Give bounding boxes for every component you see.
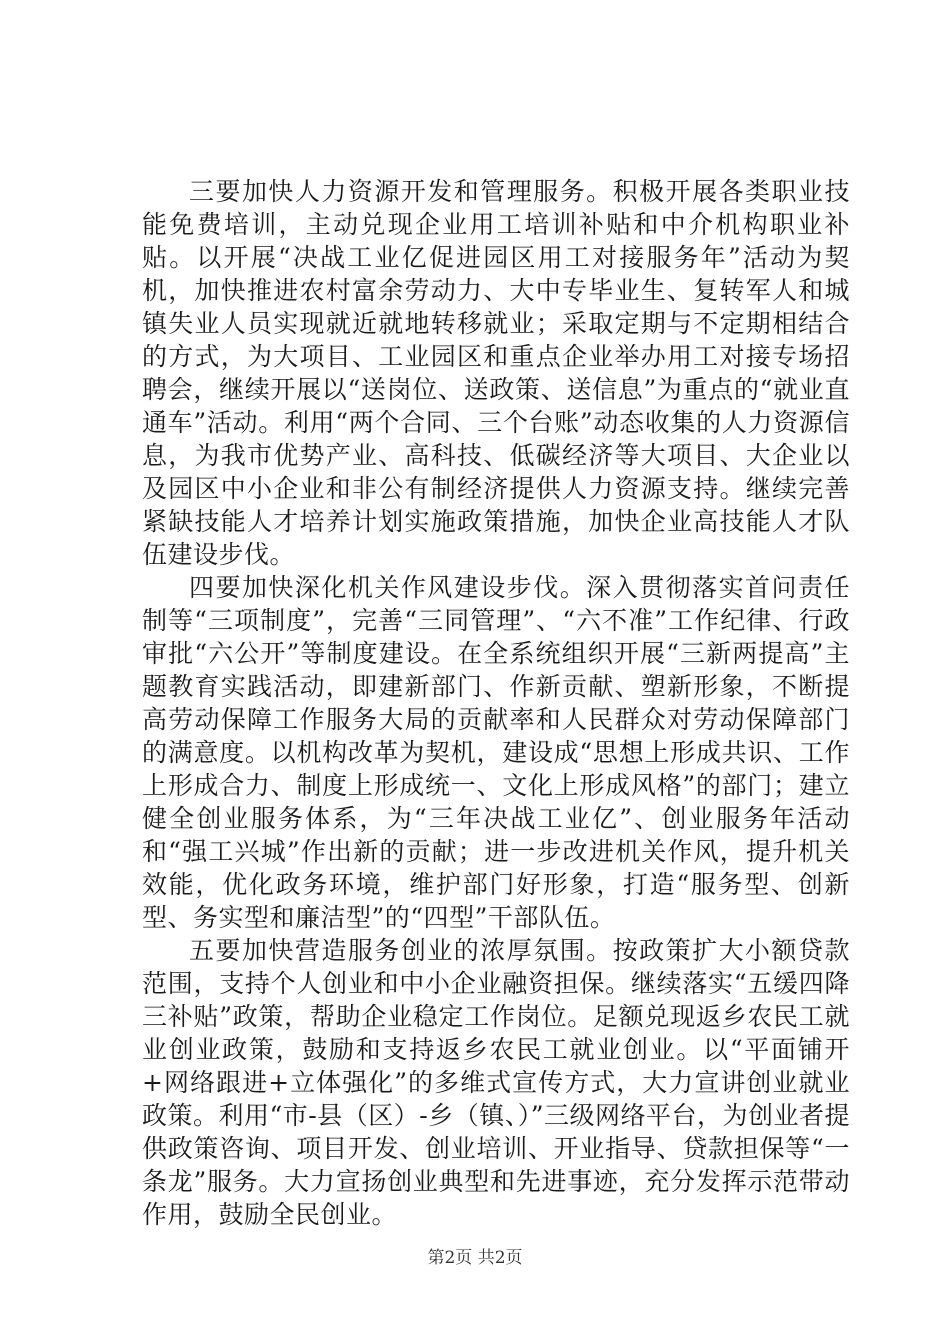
page-number-footer: 第2页 共2页 — [427, 1248, 523, 1268]
paragraph-4: 四要加快深化机关作风建设步伐。深入贯彻落实首问责任制等“三项制度”，完善“三同管理”、“六不准”工作纪律、行政审批“六公开”等制度建设。在全系统组织开展“三新两提高”主题教育实践活动，即建新部门、作新贡献、塑新形象，不断提高劳动保障工作服务大局的贡献率和人民群众对劳动保障部门的满意度。以机构改革为契机，建设成“思想上形成共识、工作上形成合力、制度上形成统一、文化上形成风格”的部门；建立健全创业服务体系，为“三年决战工业亿”、创业服务年活动和“强工兴城”作出新的贡献；进一步改进机关作风，提升机关效能，优化政务环境，维护部门好形象，打造“服务型、创新型、务实型和廉洁型”的“四型”干部队伍。 — [142, 573, 850, 932]
paragraph-3: 三要加快人力资源开发和管理服务。积极开展各类职业技能免费培训，主动兑现企业用工培训补贴和中介机构职业补贴。以开展“决战工业亿促进园区用工对接服务年”活动为契机，加快推进农村富余劳动力、大中专毕业生、复转军人和城镇失业人员实现就近就地转移就业；采取定期与不定期相结合的方式，为大项目、工业园区和重点企业举办用工对接专场招聘会，继续开展以“送岗位、送政策、送信息”为重点的“就业直通车”活动。利用“两个合同、三个台账”动态收集的人力资源信息，为我市优势产业、高科技、低碳经济等大项目、大企业以及园区中小企业和非公有制经济提供人力资源支持。继续完善紧缺技能人才培养计划实施政策措施，加快企业高技能人才队伍建设步伐。 — [142, 177, 850, 569]
document-body — [142, 175, 850, 1231]
paragraph-5: 五要加快营造服务创业的浓厚氛围。按政策扩大小额贷款范围，支持个人创业和中小企业融资担保。继续落实“五缓四降三补贴”政策，帮助企业稳定工作岗位。足额兑现返乡农民工就业创业政策，鼓励和支持返乡农民工就业创业。以“平面铺开+网络跟进+立体强化”的多维式宣传方式，大力宣讲创业就业政策。利用“市-县（区）-乡（镇、）”三级网络平台，为创业者提供政策咨询、项目开发、创业培训、开业指导、贷款担保等“一条龙”服务。大力宣扬创业典型和先进事迹，充分发挥示范带动作用，鼓励全民创业。 — [142, 936, 850, 1229]
